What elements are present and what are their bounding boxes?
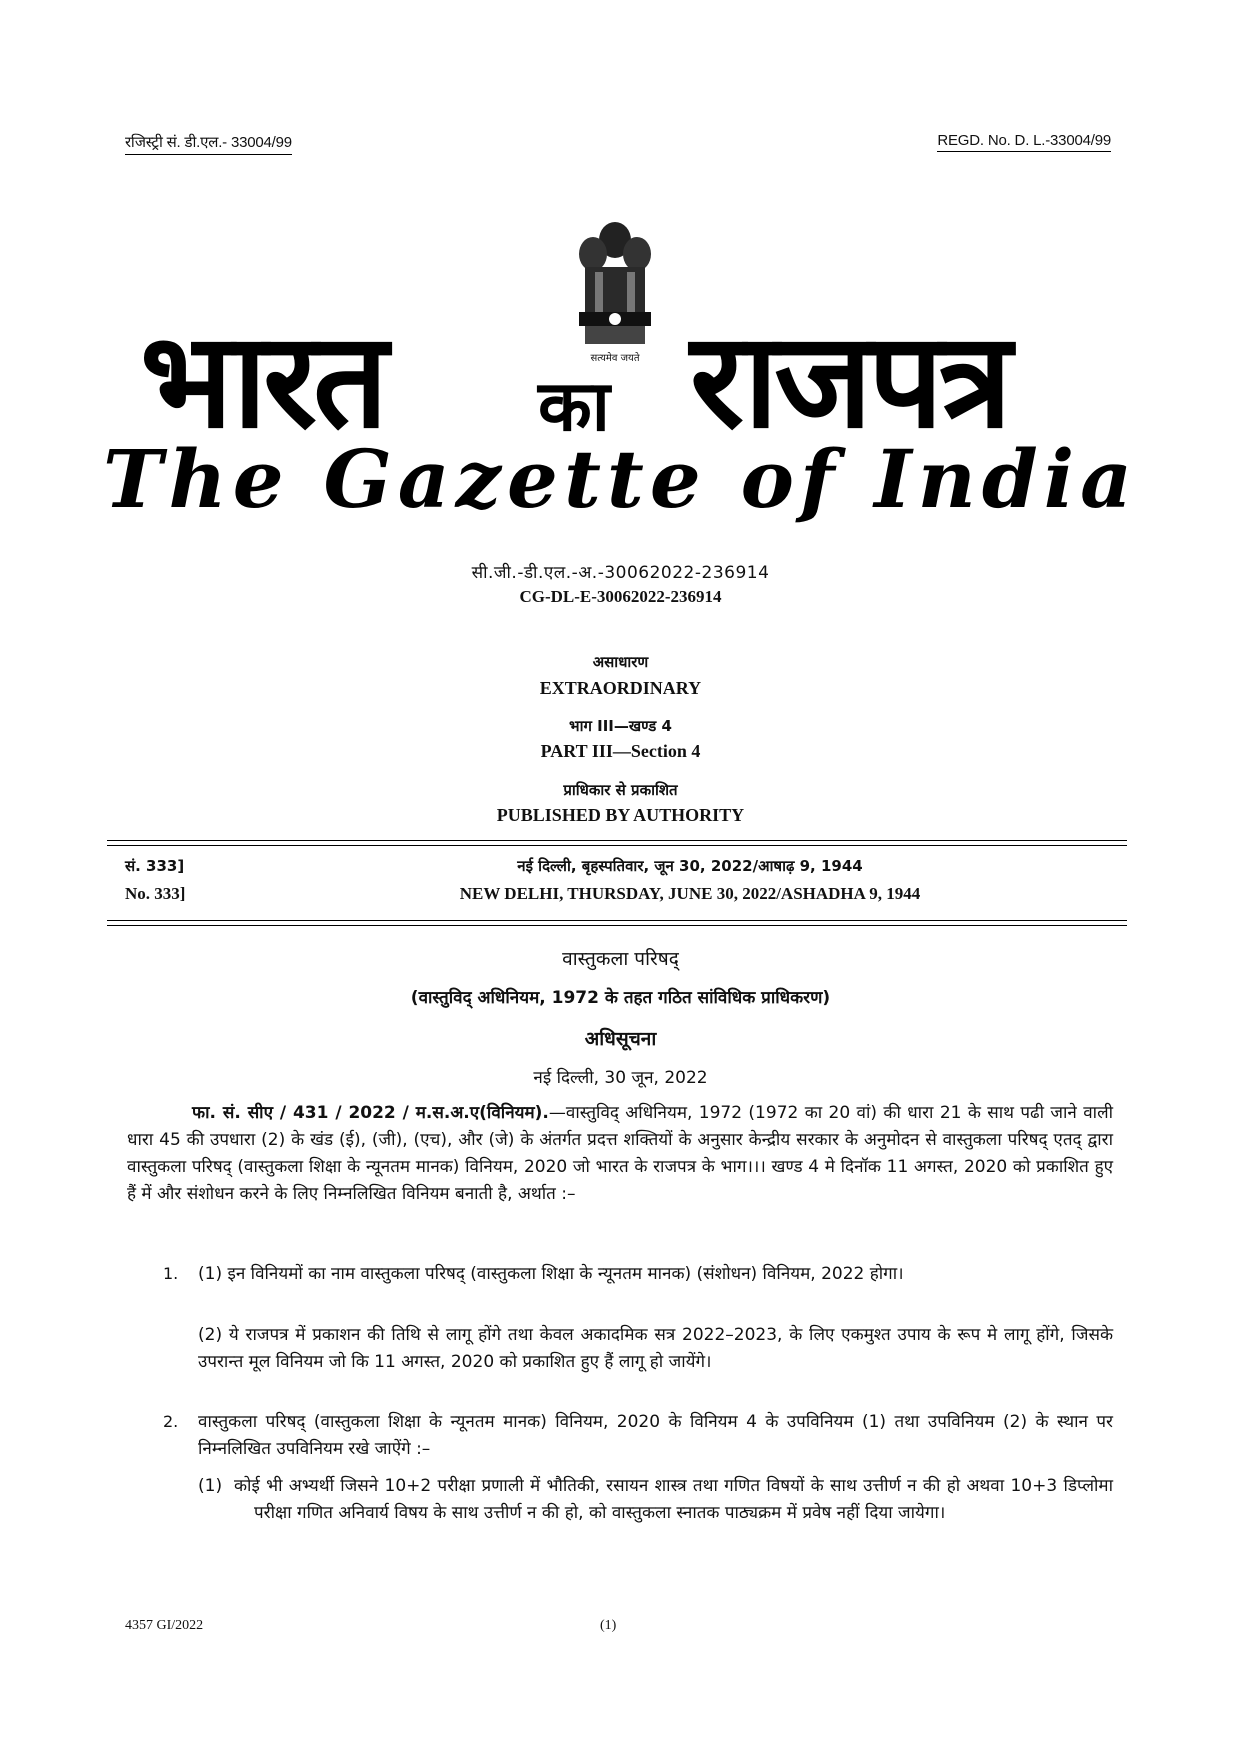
rule-bottom-1	[107, 920, 1127, 921]
authority-hindi: प्राधिकार से प्रकाशित	[563, 781, 678, 799]
file-number: फा. सं. सीए / 431 / 2022 / म.स.अ.ए(विनियम).	[192, 1103, 549, 1123]
council-name: वास्तुकला परिषद्	[562, 948, 679, 970]
item-2-subclause-1-text: कोई भी अभ्यर्थी जिसने 10+2 परीक्षा प्रणाली में भौतिकी, रसायन शास्त्र तथा गणित विषयों के साथ उत्तीर्ण न की हो अथवा 10+3 डिप्लोमा परीक्षा गणित अनिवार्य विषय के साथ उत्तीर्ण न की हो, को वास्तुकला स्नातक पाठ्यक्रम में प्रवेष नहीं दिया जायेगा।	[234, 1476, 1113, 1523]
notification-title: अधिसूचना	[584, 1028, 657, 1050]
intro-paragraph	[127, 1100, 1113, 1208]
national-emblem	[555, 212, 675, 382]
item-2-number: 2.	[163, 1412, 179, 1431]
issue-number-hindi: सं. 333]	[125, 857, 185, 875]
issue-date-english: NEW DELHI, THURSDAY, JUNE 30, 2022/ASHADHA 9, 1944	[459, 884, 921, 903]
edition-type-hindi: असाधारण	[592, 653, 649, 671]
item-2-text: वास्तुकला परिषद् (वास्तुकला शिक्षा के न्यूनतम मानक) विनियम, 2020 के विनियम 4 के उपविनियम (1) तथा उपविनियम (2) के स्थान पर निम्नलिखित उपविनियम रखे जाऐंगे :–	[198, 1412, 1113, 1459]
masthead-english: The Gazette of India	[103, 432, 1138, 526]
council-subtitle: (वास्तुविद् अधिनियम, 1972 के तहत गठित सांविधिक प्राधिकरण)	[410, 988, 831, 1008]
page-number: (1)	[600, 1618, 617, 1633]
issue-date-hindi: नई दिल्ली, बृहस्पतिवार, जून 30, 2022/आषाढ़ 9, 1944	[517, 857, 863, 875]
masthead-hindi-rajpatra: राजपत्र	[690, 304, 1008, 458]
registration-number-english: REGD. No. D. L.-33004/99	[937, 132, 1111, 152]
issue-number-english: No. 333]	[125, 884, 186, 903]
footer-code: 4357 GI/2022	[125, 1618, 204, 1633]
notification-place-date: नई दिल्ली, 30 जून, 2022	[533, 1068, 708, 1088]
edition-type-english: EXTRAORDINARY	[539, 678, 702, 698]
item-1-number: 1.	[163, 1264, 179, 1283]
item-1-clause-2: (2) ये राजपत्र में प्रकाशन की तिथि से लागू होंगे तथा केवल अकादमिक सत्र 2022–2023, के लिए एकमुश्त उपाय के रूप मे लागू होंगे, जिसके उपरान्त मूल विनियम जो कि 11 अगस्त, 2020 को प्रकाशित हुए हैं लागू हो जायेंगे।	[198, 1325, 1113, 1372]
rule-bottom-2	[107, 925, 1127, 926]
intro-text: —वास्तुविद् अधिनियम, 1972 (1972 का 20 वां) की धारा 21 के साथ पढी जाने वाली धारा 45 की उपधारा (2) के खंड (ई), (जी), (एच), और (जे) के अंतर्गत प्रदत्त शक्तियों के अनुसार केन्द्रीय सरकार के अनुमोदन से वास्तुकला परिषद् एतद् द्वारा वास्तुकला परिषद् (वास्तुकला शिक्षा के न्यूनतम मानक) विनियम, 2020 जो भारत के राजपत्र के भाग।।। खण्ड 4 मे दिनॉक 11 अगस्त, 2020 को प्रकाशित हुए हैं में और संशोधन करने के लिए निम्नलिखित विनियम बनाती है, अर्थात :–	[127, 1103, 1113, 1204]
item-1-clause-1: (1) इन विनियमों का नाम वास्तुकला परिषद् (वास्तुकला शिक्षा के न्यूनतम मानक) (संशोधन) विनियम, 2022 होगा।	[198, 1264, 904, 1284]
authority-english: PUBLISHED BY AUTHORITY	[496, 805, 745, 825]
rule-top-1	[107, 840, 1127, 841]
gazette-code-english: CG-DL-E-30062022-236914	[519, 587, 722, 606]
masthead-hindi-ka: का	[538, 365, 606, 447]
emblem-motto: सत्यमेव जयते	[590, 353, 640, 364]
item-2-subclause-1	[198, 1473, 1113, 1527]
masthead-hindi-bharat: भारत	[140, 304, 385, 458]
rule-top-2	[107, 845, 1127, 846]
part-section-hindi: भाग III—खण्ड 4	[569, 717, 672, 735]
item-2-subclause-1-label: (1)	[198, 1476, 223, 1496]
gazette-code-hindi: सी.जी.-डी.एल.-अ.-30062022-236914	[471, 563, 770, 583]
registration-number-hindi: रजिस्ट्री सं. डी.एल.- 33004/99	[125, 132, 292, 155]
part-section-english: PART III—Section 4	[540, 741, 701, 761]
